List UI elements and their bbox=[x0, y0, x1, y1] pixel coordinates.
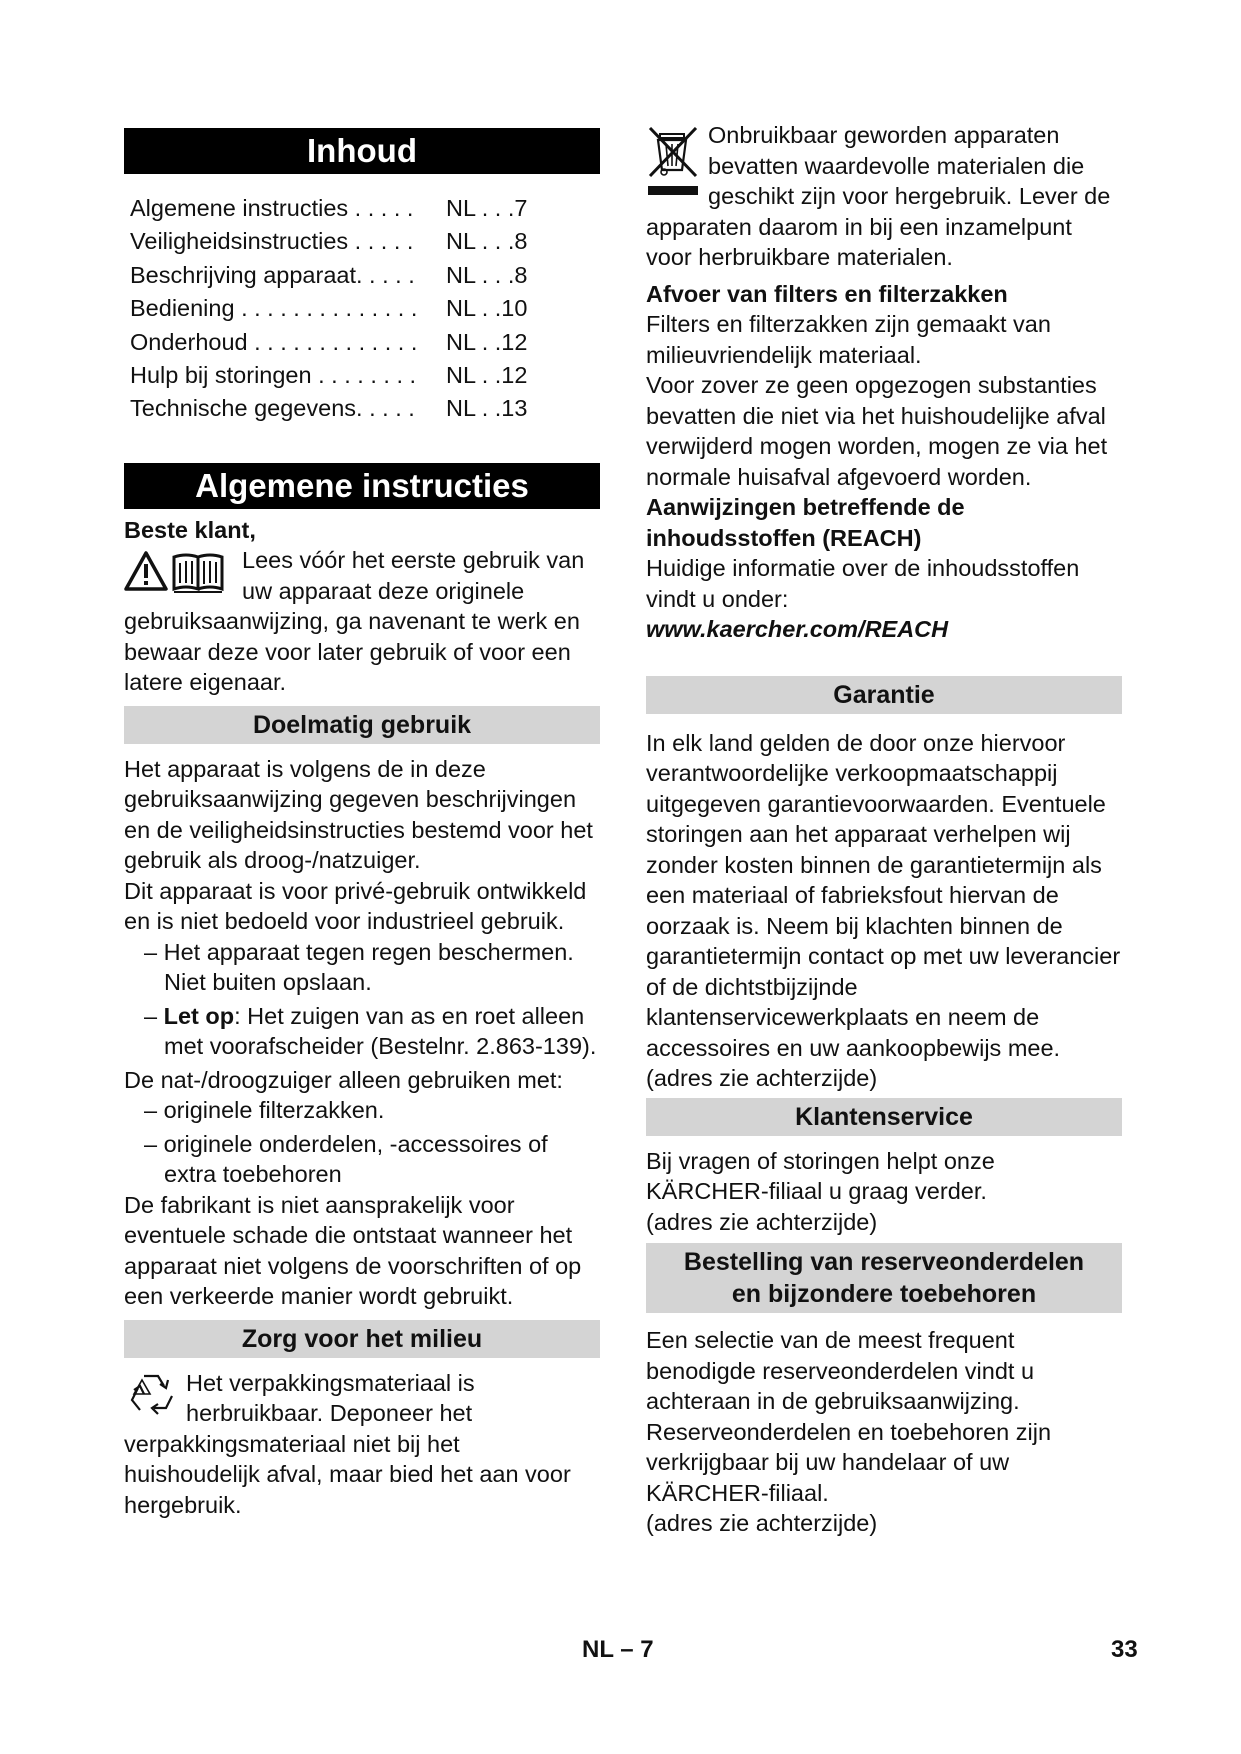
let-op-label: Let op bbox=[163, 1002, 235, 1029]
klantenservice-text: Bij vragen of storingen helpt onze KÄRCHER-filiaal u graag verder. bbox=[646, 1147, 995, 1204]
weee-block bbox=[646, 120, 1122, 273]
milieu-block bbox=[124, 1368, 600, 1521]
doelmatig-paragraph-1: Het apparaat is volgens de in deze gebruiksaanwijzing gegeven beschrijvingen en de veiligheidsinstructies bestemd voor het gebruik als droog-/natzuiger. bbox=[124, 755, 593, 874]
bestelling-heading-line-2: en bijzondere toebehoren bbox=[731, 1280, 1037, 1308]
toc-entry-page: NL . . .8 bbox=[446, 261, 528, 288]
page-number: 33 bbox=[1111, 1636, 1138, 1663]
toc-entry-page: NL . .10 bbox=[446, 295, 528, 322]
bestelling-paragraph-1: Een selectie van de meest frequent benodigde reserveonderdelen vindt u achteraan in de gebruiksaanwijzing. bbox=[646, 1327, 1035, 1414]
toc-entry[interactable] bbox=[130, 326, 600, 359]
warning-manual-icon bbox=[124, 549, 242, 599]
garantie-text: In elk land gelden de door onze hiervoor verantwoordelijke verkoopmaatschappij uitgegeven garantievoorwaarden. Eventuele storingen aan het apparaat verhelpen wij zonder kosten binnen de garantietermijn als een materiaal of fabrieksfout hiervan de oorzaak is. Neem bij klachten binnen de garantietermijn contact op met uw leverancier of de dichtstbijzijnde klantenservicewerkplaats en neem de accessoires en uw aankoopbewijs mee. bbox=[646, 729, 1121, 1061]
toc-entry[interactable] bbox=[130, 259, 600, 292]
garantie-address: (adres zie achterzijde) bbox=[646, 1065, 878, 1091]
klantenservice-address: (adres zie achterzijde) bbox=[646, 1208, 878, 1235]
toc-entry[interactable] bbox=[130, 292, 600, 325]
filters-paragraph-1: Filters en filterzakken zijn gemaakt van milieuvriendelijk materiaal. bbox=[646, 311, 1051, 368]
toc-entry-title: Algemene instructies . . . . . bbox=[130, 195, 414, 221]
reach-text: Huidige informatie over de inhoudsstoffen vindt u onder: bbox=[646, 555, 1080, 612]
table-of-contents bbox=[124, 192, 600, 426]
footer-section-label: NL – 7 bbox=[582, 1636, 654, 1663]
milieu-text: Het verpakkingsmateriaal is herbruikbaar. Deponeer het verpakkingsmateriaal niet bij het huishoudelijk afval, maar bied het aan voor hergebruik. bbox=[124, 1369, 571, 1518]
bullet-let-op bbox=[124, 1001, 600, 1062]
toc-entry-page: NL . . .8 bbox=[446, 228, 528, 255]
klantenservice-heading: Klantenservice bbox=[646, 1098, 1122, 1136]
toc-entry-page: NL . .12 bbox=[446, 328, 528, 355]
toc-entry-title: Technische gegevens. . . . . bbox=[130, 395, 415, 422]
bullet-onderdelen: – originele onderdelen, -accessoires of extra toebehoren bbox=[124, 1129, 600, 1190]
intro-text: Lees vóór het eerste gebruik van uw apparaat deze originele gebruiksaanwijzing, ga navenant te werk en bewaar deze voor later gebruik of voor een latere eigenaar. bbox=[124, 547, 585, 696]
toc-entry-title: Hulp bij storingen . . . . . . . . bbox=[130, 362, 417, 389]
toc-entry-title: Bediening . . . . . . . . . . . . . . bbox=[130, 295, 418, 322]
toc-entry[interactable] bbox=[130, 192, 600, 225]
toc-entry-page: NL . . .7 bbox=[446, 195, 528, 221]
let-op-text: : Het zuigen van as en roet alleen met voorafscheider (Bestelnr. 2.863-139). bbox=[164, 1002, 597, 1060]
crossed-bin-icon bbox=[646, 124, 708, 200]
filters-paragraph-2: Voor zover ze geen opgezogen substanties bevatten die niet via het huishoudelijke afval verwijderd mogen worden, mogen ze via het normale huisafval afgevoerd worden. bbox=[646, 372, 1108, 490]
intro-block bbox=[124, 545, 600, 698]
bestelling-heading bbox=[646, 1243, 1122, 1313]
doelmatig-gebruik-heading: Doelmatig gebruik bbox=[124, 706, 600, 744]
milieu-heading: Zorg voor het milieu bbox=[124, 1320, 600, 1358]
toc-entry[interactable] bbox=[130, 392, 600, 425]
weee-text: Onbruikbaar geworden apparaten bevatten waardevolle materialen die geschikt zijn voor hergebruik. Lever de apparaten daarom in bij een inzamelpunt voor herbruikbare materialen. bbox=[646, 122, 1111, 270]
algemene-instructies-heading: Algemene instructies bbox=[124, 463, 600, 509]
doelmatig-paragraph-4: De fabrikant is niet aansprakelijk voor eventuele schade die ontstaat wanneer het apparaat niet volgens de voorschriften of op een verkeerde manier wordt gebruikt. bbox=[124, 1191, 582, 1310]
toc-entry-title: Beschrijving apparaat. . . . . bbox=[130, 261, 415, 288]
toc-entry-page: NL . .13 bbox=[446, 395, 528, 422]
toc-entry-page: NL . .12 bbox=[446, 362, 528, 389]
recycling-icon bbox=[124, 1368, 186, 1424]
reach-link[interactable]: www.kaercher.com/REACH bbox=[646, 616, 949, 642]
garantie-heading: Garantie bbox=[646, 676, 1122, 714]
bestelling-heading-line-1: Bestelling van reserveonderdelen bbox=[683, 1248, 1085, 1276]
bullet-regen: – Het apparaat tegen regen beschermen. Niet buiten opslaan. bbox=[124, 937, 600, 998]
bestelling-address: (adres zie achterzijde) bbox=[646, 1510, 878, 1536]
left-column bbox=[124, 128, 600, 1520]
right-column bbox=[646, 120, 1122, 1539]
toc-entry[interactable] bbox=[130, 359, 600, 392]
toc-entry-title: Onderhoud . . . . . . . . . . . . . bbox=[130, 328, 418, 355]
doelmatig-paragraph-2: Dit apparaat is voor privé-gebruik ontwikkeld en is niet bedoeld voor industrieel gebruik. bbox=[124, 877, 587, 935]
toc-entry-title: Veiligheidsinstructies . . . . . bbox=[130, 228, 414, 255]
bullet-filterzakken: – originele filterzakken. bbox=[124, 1095, 600, 1126]
reach-heading: Aanwijzingen betreffende de inhoudsstoffen (REACH) bbox=[646, 494, 965, 551]
toc-heading: Inhoud bbox=[124, 128, 600, 174]
filters-heading: Afvoer van filters en filterzakken bbox=[646, 280, 1008, 307]
doelmatig-paragraph-3: De nat-/droogzuiger alleen gebruiken met: bbox=[124, 1066, 563, 1093]
bestelling-paragraph-2: Reserveonderdelen en toebehoren zijn verkrijgbaar bij uw handelaar of uw KÄRCHER-filiaal. bbox=[646, 1418, 1052, 1506]
salutation: Beste klant, bbox=[124, 516, 256, 543]
toc-entry[interactable] bbox=[130, 225, 600, 258]
